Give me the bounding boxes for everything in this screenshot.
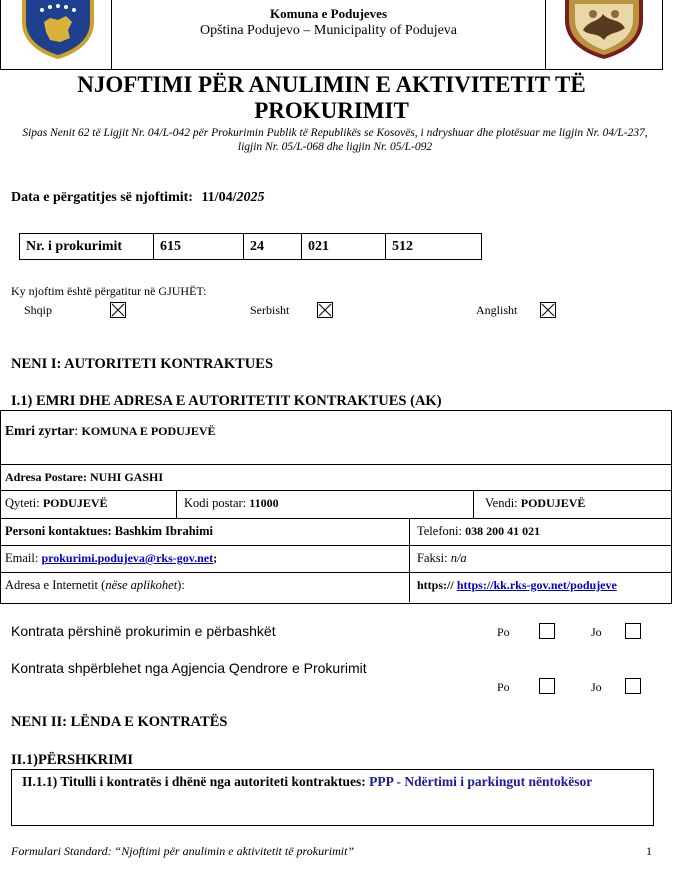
official-name-row: [1, 411, 671, 465]
no-label: Jo: [591, 680, 602, 694]
language-option-serbisht: Serbisht: [250, 303, 290, 317]
language-checkbox-serbisht[interactable]: [317, 302, 333, 318]
fax-label: Faksi:: [417, 551, 448, 565]
divider: [473, 491, 474, 518]
postal-address-row: [1, 465, 671, 491]
email-cell: [1, 546, 221, 572]
central-agency-no-checkbox[interactable]: [625, 678, 641, 694]
official-name-value: KOMUNA E PODUJEVË: [81, 424, 216, 438]
page-number: 1: [646, 844, 652, 858]
checked-x-icon: [541, 303, 555, 317]
contact-row: [1, 519, 671, 546]
procurement-number-table: [19, 233, 482, 260]
joint-procurement-question: Kontrata përshinë prokurimin e përbashkët: [11, 623, 276, 639]
joint-procurement-yes-checkbox[interactable]: [539, 623, 555, 639]
no-label: Jo: [591, 625, 602, 639]
fax-cell: [413, 546, 471, 572]
phone-cell: [413, 519, 544, 545]
section-1-1-heading: I.1) EMRI DHE ADRESA E AUTORITETIT KONTRAKTUES (AK): [11, 393, 442, 409]
postal-code-cell: [180, 491, 283, 518]
web-row: [1, 573, 671, 602]
central-agency-question: Kontrata shpërblehet nga Agjencia Qendrore e Prokurimit: [11, 660, 367, 676]
contact-cell: [1, 519, 217, 545]
contact-value: Bashkim Ibrahimi: [114, 524, 214, 538]
podujeva-emblem-icon: [563, 0, 645, 60]
form-footer: Formulari Standard: “Njoftimi për anulimin e aktivitetit të prokurimit”: [11, 844, 355, 858]
postal-address-value: NUHI GASHI: [90, 470, 164, 484]
web-label-cell: [1, 573, 189, 602]
procurement-number-part: 24: [244, 234, 302, 260]
phone-value: 038 200 41 021: [465, 524, 541, 538]
place-cell: [481, 491, 589, 518]
preparation-date: [11, 190, 264, 206]
language-option-shqip: Shqip: [24, 303, 53, 317]
language-option-anglisht: Anglisht: [476, 303, 518, 317]
language-label: Ky njoftim është përgatitur në GJUHËT:: [11, 284, 207, 298]
procurement-number-label: Nr. i prokurimit: [20, 234, 154, 260]
divider: [176, 491, 177, 518]
section-2-1-heading: II.1)PËRSHKRIMI: [11, 752, 134, 768]
yes-label: Po: [497, 625, 510, 639]
date-label: Data e përgatitjes së njoftimit:: [11, 190, 193, 205]
official-name-cell: Emri zyrtar: KOMUNA E PODUJEVË: [5, 423, 216, 438]
email-suffix: ;: [213, 551, 218, 565]
yes-label: Po: [497, 680, 510, 694]
procurement-number-part: 512: [386, 234, 482, 260]
fax-value: n/a: [450, 551, 467, 565]
joint-procurement-no-checkbox[interactable]: [625, 623, 641, 639]
web-prefix: https://: [417, 578, 454, 592]
place-value: PODUJEVË: [520, 496, 586, 510]
web-label: Adresa e Internetit (: [5, 578, 106, 592]
city-row: [1, 491, 671, 519]
procurement-number-part: 615: [154, 234, 244, 260]
postal-address-label: Adresa Postare:: [5, 470, 87, 484]
postal-code-value: 11000: [249, 496, 279, 510]
contracting-authority-table: [0, 410, 672, 604]
email-link[interactable]: prokurimi.podujeva@rks-gov.net: [41, 551, 214, 565]
kosovo-coat-of-arms-icon: [20, 0, 96, 60]
header-title-cell: [111, 0, 546, 70]
email-label: Email:: [5, 551, 39, 565]
city-label: Qyteti:: [5, 496, 40, 510]
date-day-month: 11/04/: [201, 190, 237, 205]
municipality-name: Komuna e Podujeves: [270, 6, 387, 21]
city-cell: [1, 491, 112, 518]
header-right-cell: [545, 0, 663, 70]
header-left-cell: [0, 0, 112, 70]
web-link[interactable]: https://kk.rks-gov.net/podujeve: [456, 578, 617, 592]
legal-basis-subtitle: Sipas Nenit 62 të Ligjit Nr. 04/L-042 për Prokurimin Publik të Republikës se Kosovës, i ndryshuar dhe plotësuar me ligjin Nr. 04/L-237, ligjin Nr. 05/L-068 dhe ligjin Nr. 05/L-092: [22, 127, 648, 153]
divider: [409, 519, 410, 545]
postal-code-label: Kodi postar:: [184, 496, 247, 510]
checked-x-icon: [318, 303, 332, 317]
language-checkbox-anglisht[interactable]: [540, 302, 556, 318]
city-value: PODUJEVË: [42, 496, 108, 510]
web-label-italic: nëse aplikohet: [105, 578, 178, 592]
contract-title-value: PPP - Ndërtimi i parkingut nëntokësor: [369, 774, 593, 789]
page-title: NJOFTIMI PËR ANULIMIN E AKTIVITETIT TË PROKURIMIT: [77, 72, 586, 123]
contract-title-label: II.1.1) Titulli i kontratës i dhënë nga autoriteti kontraktues:: [22, 774, 366, 789]
municipality-name-translations: Opština Podujevo – Municipality of Podujeva: [199, 23, 458, 38]
phone-label: Telefoni:: [417, 524, 462, 538]
postal-address-cell: [1, 465, 167, 490]
contact-label: Personi kontaktues:: [5, 524, 112, 538]
web-cell: [413, 573, 621, 602]
checked-x-icon: [111, 303, 125, 317]
date-year: 2025: [236, 190, 265, 205]
language-checkbox-shqip[interactable]: [110, 302, 126, 318]
contract-title: [22, 773, 642, 791]
section-2-heading: NENI II: LËNDA E KONTRATËS: [11, 714, 228, 730]
official-name-label: Emri zyrtar: [5, 423, 75, 438]
contract-title-box: [11, 769, 654, 826]
procurement-number-part: 021: [302, 234, 386, 260]
place-label: Vendi:: [485, 496, 518, 510]
web-label-end: ):: [177, 578, 185, 592]
central-agency-yes-checkbox[interactable]: [539, 678, 555, 694]
email-row: [1, 546, 671, 573]
section-1-heading: NENI I: AUTORITETI KONTRAKTUES: [11, 356, 274, 372]
divider: [409, 573, 410, 602]
divider: [409, 546, 410, 572]
